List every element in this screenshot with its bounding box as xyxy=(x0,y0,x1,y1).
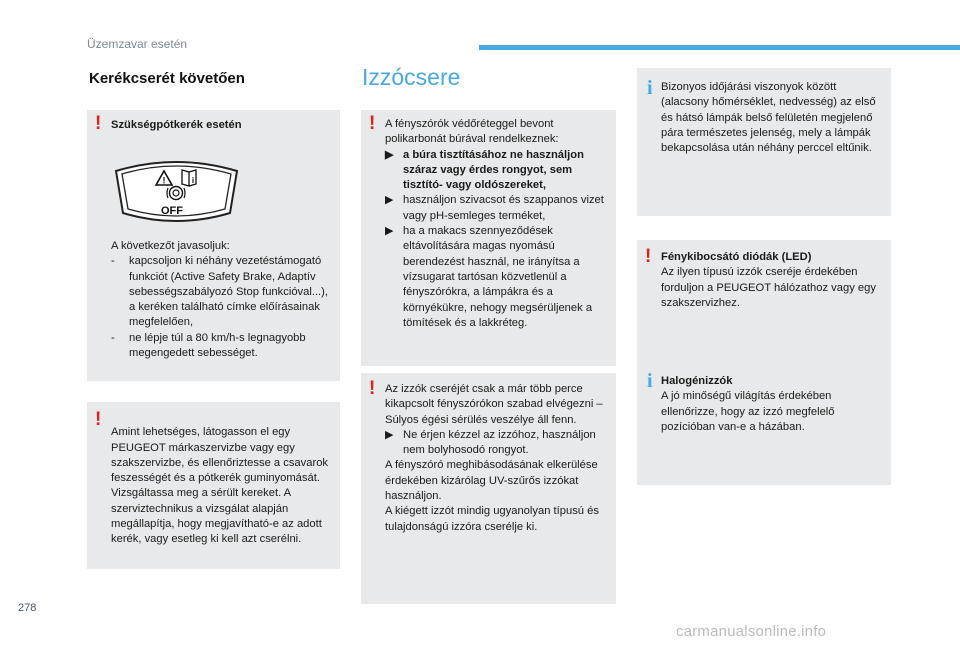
izzocsere-heading: Izzócsere xyxy=(362,64,461,90)
svg-text:!: ! xyxy=(162,175,166,186)
led-title: Fénykibocsátó diódák (LED) xyxy=(661,251,812,263)
intro-text: A következőt javasoljuk: xyxy=(111,240,230,252)
list-item: ▶ ha a makacs szennyeződések eltávolítására magas nyomású berendezést használ, ne irányítsa a vízsugarat tartósan közvetlenül a fényszórókra, a lámpákra és a környékükre, nehogy megsérüljenek a tömítések és a lakkréteg. xyxy=(385,225,593,329)
warning-text: Az izzók cseréjét csak a már több perce kikapcsolt fényszórókon szabad elvégezni – Súlyos égési sérülés veszélye áll fenn. xyxy=(385,383,603,426)
care-list xyxy=(385,148,608,332)
warning-icon: ! xyxy=(369,378,376,399)
replace-text: A kiégett izzót mindig ugyanolyan típusú és tulajdonságú izzóra cserélje ki. xyxy=(385,505,599,533)
watermark: carmanualsonline.info xyxy=(676,623,827,640)
service-box xyxy=(87,402,340,569)
off-label: OFF xyxy=(161,205,183,217)
warning-icon: ! xyxy=(95,113,102,134)
list-item: ▶ a búra tisztításához ne használjon száraz vagy érdes rongyot, sem tisztító- vagy oldószereket, xyxy=(385,148,584,192)
halogen-box xyxy=(637,365,891,485)
box-title: Szükségpótkerék esetén xyxy=(111,119,242,131)
list-item: ▶ Ne érjen kézzel az izzóhoz, használjon nem bolyhosodó rongyot. xyxy=(385,428,596,457)
bulb-list xyxy=(385,428,608,459)
warning-icon: ! xyxy=(369,113,376,134)
warning-icon: ! xyxy=(95,409,102,430)
condensation-box xyxy=(637,68,891,216)
svg-text:i: i xyxy=(191,176,195,185)
service-text: Amint lehetséges, látogasson el egy PEUGEOT márkaszervizbe vagy egy szakszervizbe, és ellenőriztesse a csavarok feszességét és a pótkerék guminyomását. Vizsgáltassa meg a sérült kereket. A szerviztechnikus a vizsgálat alapján megállapítja, hogy megjavítható-e az adott kerék, vagy esetleg ki kell azt cserélni. xyxy=(111,426,329,546)
uv-text: A fényszóró meghibásodásának elkerülése érdekében kizárólag UV-szűrős izzókat használjon. xyxy=(385,459,598,503)
section-title: Üzemzavar esetén xyxy=(87,37,188,51)
bulb-safety-box xyxy=(361,373,616,604)
recommendation-list xyxy=(111,254,332,361)
led-box xyxy=(637,240,891,367)
spare-wheel-box xyxy=(87,110,340,381)
warning-icon: ! xyxy=(645,246,652,267)
info-icon: i xyxy=(647,77,653,99)
info-icon: i xyxy=(647,370,653,392)
list-item: - kapcsoljon ki néhány vezetéstámogató funkciót (Active Safety Brake, Adaptív sebességszabályozó Stop funkcióval...), a keréken található címke előírásainak megfelelően, xyxy=(111,255,328,329)
headlamp-care-box xyxy=(361,110,616,366)
safety-brake-off-icon xyxy=(113,157,240,231)
led-text: Az ilyen típusú izzók cseréje érdekében forduljon a PEUGEOT hálózathoz vagy egy szakszervizhez. xyxy=(661,266,876,309)
list-item: ▶ használjon szivacsot és szappanos vizet vagy pH-semleges terméket, xyxy=(385,194,604,222)
header-accent-bar xyxy=(479,45,960,50)
list-item: - ne lépje túl a 80 km/h-s legnagyobb megengedett sebességet. xyxy=(111,331,306,360)
page-number: 278 xyxy=(18,602,37,614)
intro-text: A fényszórók védőréteggel bevont polikarbonát búrával rendelkeznek: xyxy=(385,118,559,146)
halogen-title: Halogénizzók xyxy=(661,375,733,387)
halogen-text: A jó minőségű világítás érdekében ellenőrizze, hogy az izzó megfelelő pozícióban van-e a házában. xyxy=(661,390,835,433)
left-heading: Kerékcserét követően xyxy=(89,70,245,87)
condensation-text: Bizonyos időjárási viszonyok között (alacsony hőmérséklet, nedvesség) az első és hátsó lámpák belső felületén megjelenő pára természetes jelenség, mely a lámpák bekapcsolása után néhány perccel eltűnik. xyxy=(661,81,876,155)
